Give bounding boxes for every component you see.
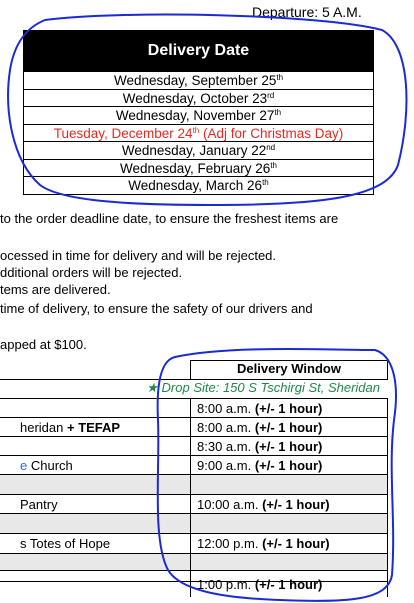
delivery-window-row xyxy=(0,474,388,494)
delivery-window-row: heridan + TEFAP 8:00 a.m. (+/- 1 hour) xyxy=(0,417,388,436)
delivery-date-row: Wednesday, November 27th xyxy=(24,106,373,124)
paragraph-line: time of delivery, to ensure the safety of our drivers and xyxy=(0,301,313,316)
paragraph-line: tems are delivered. xyxy=(0,282,111,297)
delivery-window-row: 8:00 a.m. (+/- 1 hour) xyxy=(0,398,388,417)
delivery-date-row: Wednesday, September 25th xyxy=(24,71,373,89)
delivery-date-row: Wednesday, October 23rd xyxy=(24,89,373,107)
delivery-date-row: Wednesday, March 26th xyxy=(24,176,373,194)
delivery-date-table xyxy=(23,30,374,195)
delivery-date-row: Wednesday, February 26th xyxy=(24,159,373,177)
drop-site-label: ★ Drop Site: 150 S Tschirgi St, Sheridan xyxy=(0,379,388,398)
delivery-date-row: Tuesday, December 24th (Adj for Christmas Day) xyxy=(24,124,373,142)
delivery-window-row: 8:30 a.m. (+/- 1 hour) xyxy=(0,436,388,455)
delivery-window-header: Delivery Window xyxy=(190,360,388,379)
delivery-date-row: Wednesday, January 22nd xyxy=(24,141,373,159)
departure-time: Departure: 5 A.M. xyxy=(252,4,362,20)
delivery-window-row xyxy=(0,553,388,570)
delivery-window-row: Pantry 10:00 a.m. (+/- 1 hour) xyxy=(0,494,388,513)
delivery-window-row xyxy=(0,513,388,533)
delivery-date-header: Delivery Date xyxy=(24,31,373,71)
delivery-window-row: 1:00 p.m. (+/- 1 hour) xyxy=(0,570,388,597)
paragraph-line: apped at $100. xyxy=(0,337,87,352)
delivery-window-row: e Church 9:00 a.m. (+/- 1 hour) xyxy=(0,455,388,474)
delivery-window-row: s Totes of Hope 12:00 p.m. (+/- 1 hour) xyxy=(0,533,388,553)
paragraph-line: to the order deadline date, to ensure the freshest items are xyxy=(0,211,339,226)
paragraph-line: ocessed in time for delivery and will be rejected. xyxy=(0,248,277,263)
paragraph-line: dditional orders will be rejected. xyxy=(0,265,183,280)
